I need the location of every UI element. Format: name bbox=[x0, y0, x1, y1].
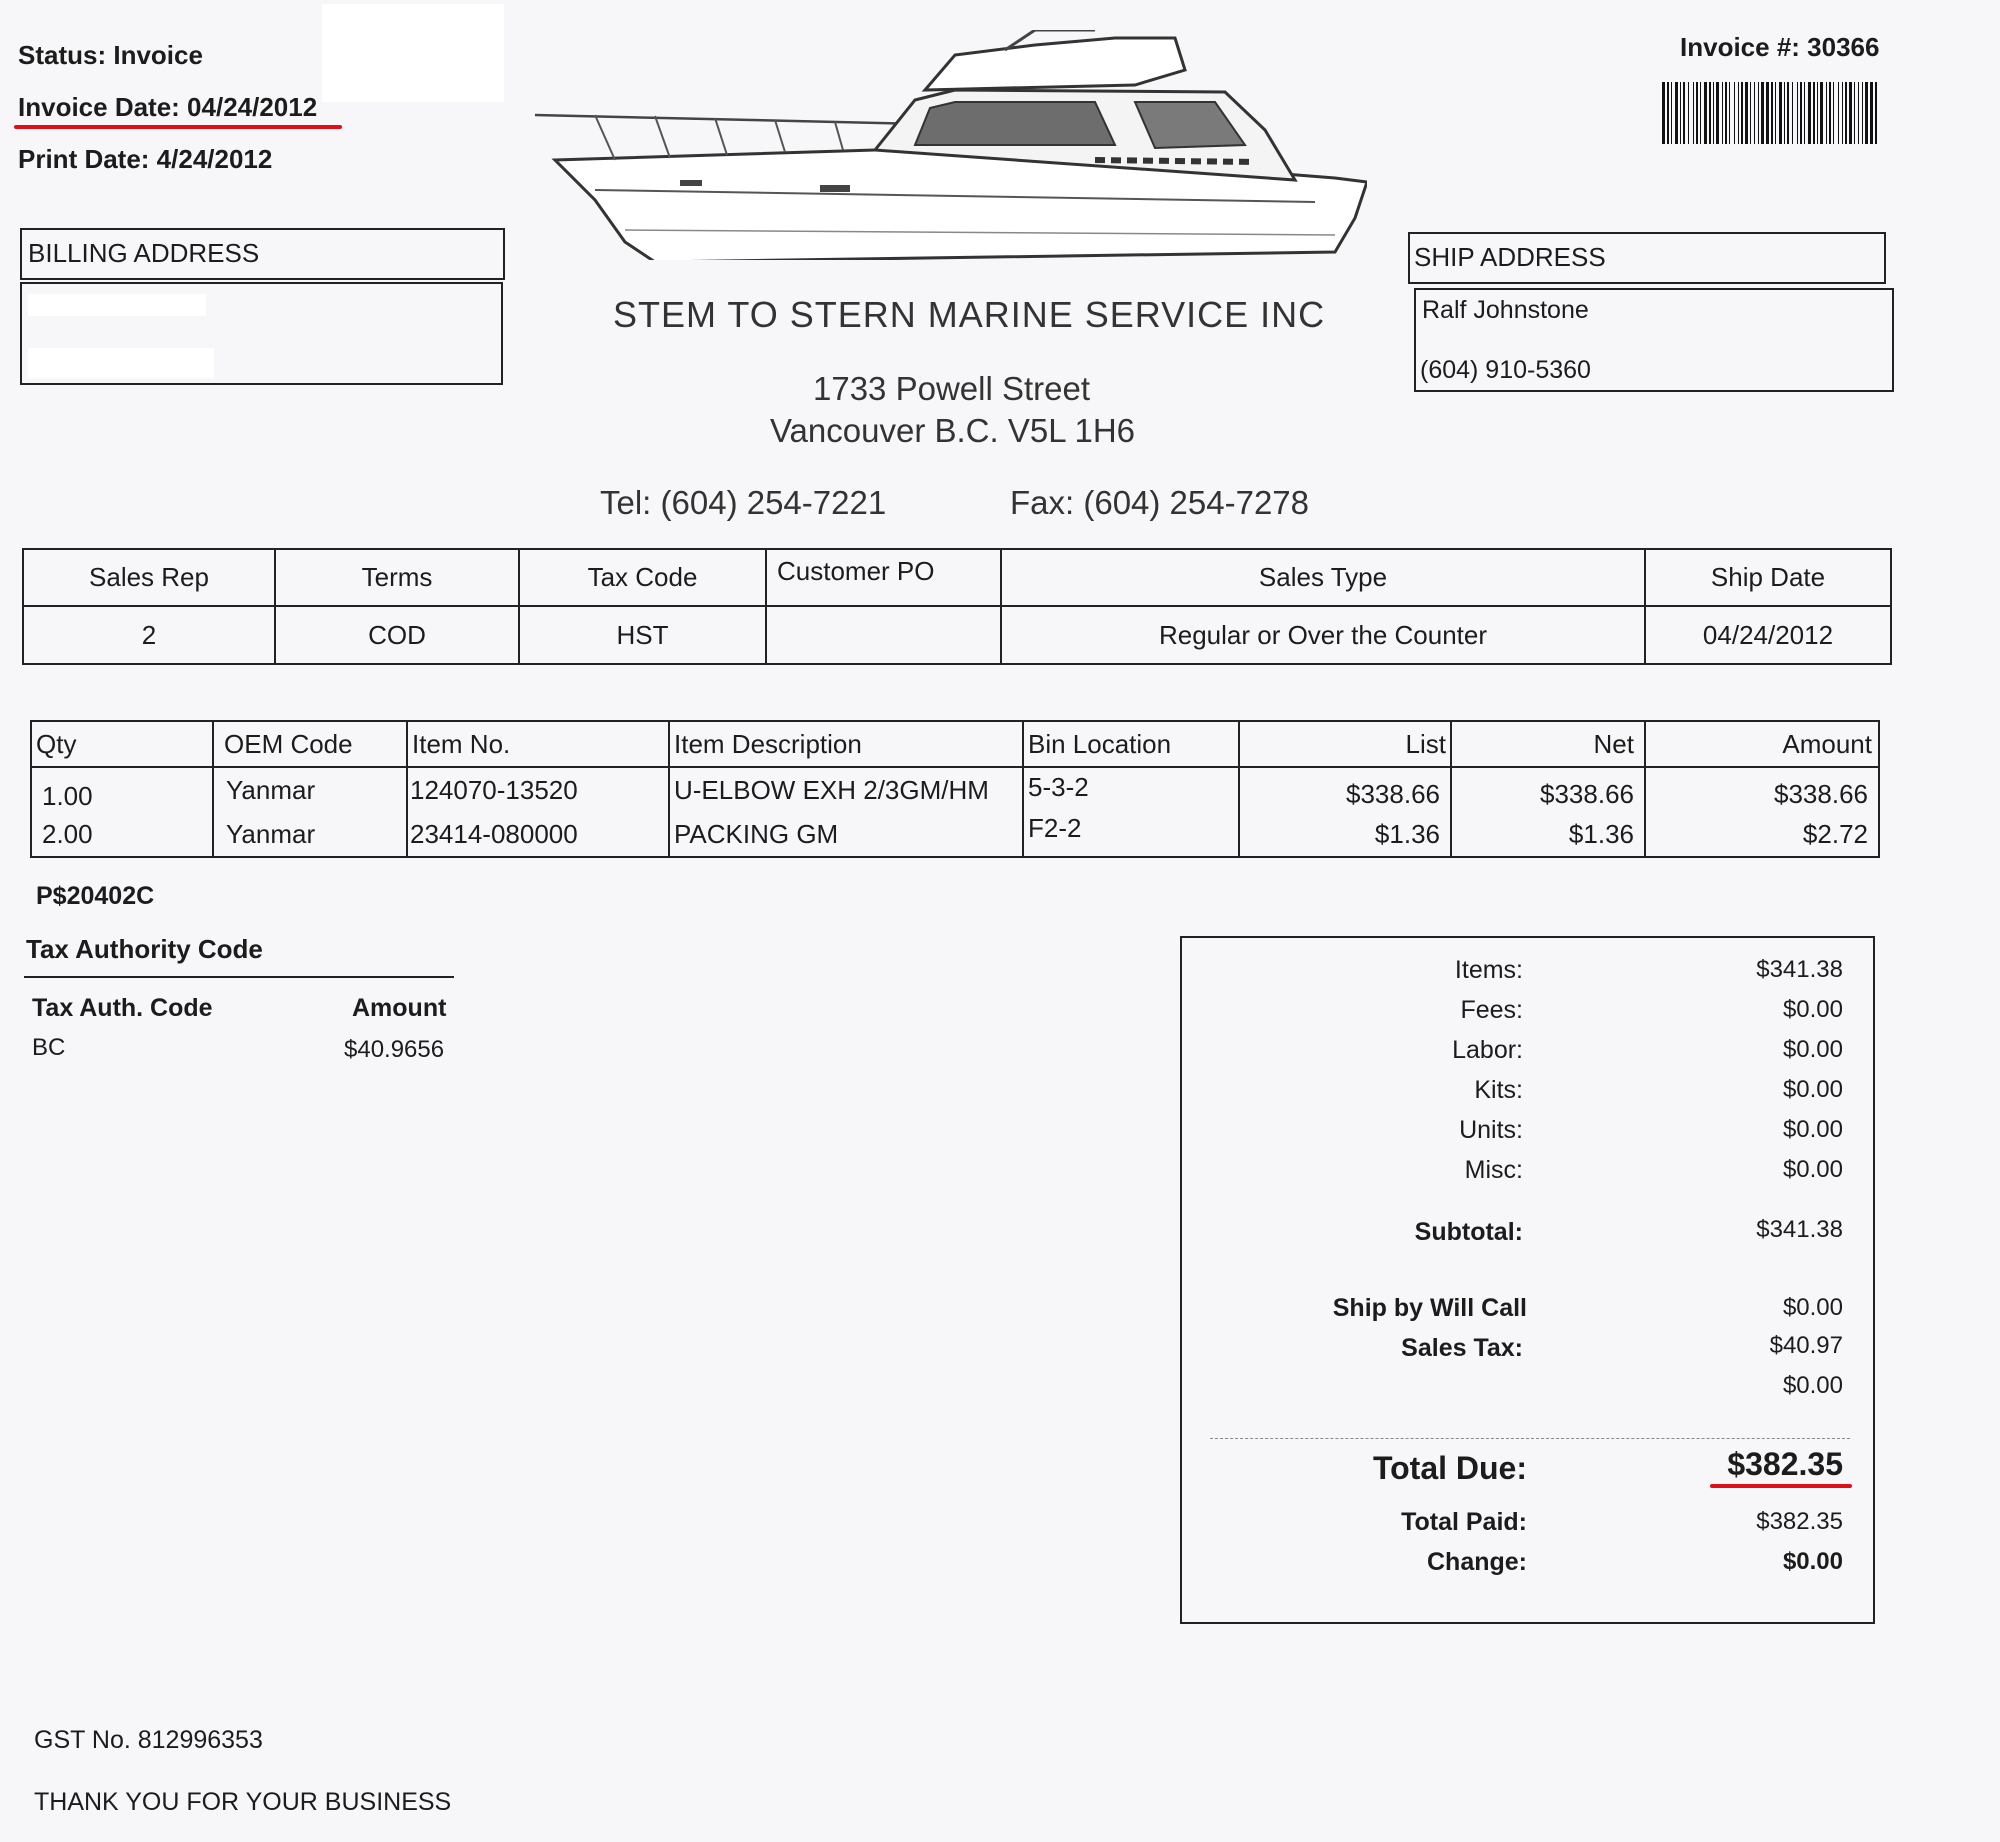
value-customer-po bbox=[766, 606, 1001, 664]
header-net: Net bbox=[1451, 721, 1645, 767]
header-oem-code: OEM Code bbox=[213, 721, 407, 767]
row1-bin: 5-3-2 bbox=[1023, 767, 1239, 813]
row2-qty: 2.00 bbox=[31, 813, 213, 857]
row1-item-no: 124070-13520 bbox=[407, 767, 669, 813]
sales-tax-value: $40.97 bbox=[1769, 1332, 1843, 1359]
header-sales-type: Sales Type bbox=[1001, 549, 1645, 606]
boat-logo bbox=[535, 30, 1367, 260]
fees-value: $0.00 bbox=[1782, 996, 1843, 1023]
header-sales-rep: Sales Rep bbox=[23, 549, 275, 606]
table-row bbox=[31, 813, 1879, 857]
barcode bbox=[1662, 82, 1878, 144]
extra-value: $0.00 bbox=[1782, 1372, 1843, 1399]
subtotal-label: Subtotal: bbox=[1414, 1218, 1523, 1246]
change-value: $0.00 bbox=[1782, 1548, 1843, 1575]
row2-net: $1.36 bbox=[1451, 813, 1645, 857]
tax-auth-code: BC bbox=[32, 1034, 66, 1061]
subtotal-value: $341.38 bbox=[1756, 1216, 1843, 1243]
tax-authority-divider bbox=[24, 976, 454, 978]
total-due-underline bbox=[1710, 1484, 1852, 1488]
row2-description: PACKING GM bbox=[669, 813, 1023, 857]
order-info-table bbox=[22, 548, 1892, 665]
row2-list: $1.36 bbox=[1239, 813, 1451, 857]
ship-method-label: Ship by Will Call bbox=[1332, 1294, 1527, 1322]
billing-address-title-box bbox=[20, 228, 505, 280]
redacted-billing-line-1 bbox=[28, 294, 206, 316]
kits-value: $0.00 bbox=[1782, 1076, 1843, 1103]
change-label: Change: bbox=[1427, 1548, 1527, 1576]
row1-oem: Yanmar bbox=[213, 767, 407, 813]
company-street: 1733 Powell Street bbox=[813, 370, 1091, 407]
company-city: Vancouver B.C. V5L 1H6 bbox=[770, 412, 1136, 449]
items-label: Items: bbox=[1454, 956, 1523, 984]
header-customer-po: Customer PO bbox=[766, 549, 1001, 606]
row2-oem: Yanmar bbox=[213, 813, 407, 857]
ship-phone: (604) 910-5360 bbox=[1420, 356, 1591, 384]
units-value: $0.00 bbox=[1782, 1116, 1843, 1143]
row1-amount: $338.66 bbox=[1645, 767, 1879, 813]
gst-number: GST No. 812996353 bbox=[34, 1726, 263, 1754]
reference-code: P$20402C bbox=[36, 882, 155, 910]
ship-address-box bbox=[1414, 288, 1894, 392]
billing-address-title: BILLING ADDRESS bbox=[28, 238, 260, 268]
header-item-description: Item Description bbox=[669, 721, 1023, 767]
invoice-number: Invoice #: 30366 bbox=[1680, 32, 1880, 62]
total-paid-label: Total Paid: bbox=[1401, 1508, 1527, 1536]
status-label: Status: Invoice bbox=[18, 40, 203, 70]
company-name: STEM TO STERN MARINE SERVICE INC bbox=[613, 294, 1326, 335]
kits-label: Kits: bbox=[1474, 1076, 1523, 1104]
misc-value: $0.00 bbox=[1782, 1156, 1843, 1183]
header-item-no: Item No. bbox=[407, 721, 669, 767]
header-list: List bbox=[1239, 721, 1451, 767]
row2-amount: $2.72 bbox=[1645, 813, 1879, 857]
table-row bbox=[31, 767, 1879, 813]
ship-method-value: $0.00 bbox=[1782, 1294, 1843, 1321]
header-ship-date: Ship Date bbox=[1645, 549, 1891, 606]
ship-name: Ralf Johnstone bbox=[1422, 296, 1589, 324]
totals-divider bbox=[1210, 1438, 1850, 1440]
items-table bbox=[30, 720, 1880, 858]
labor-label: Labor: bbox=[1452, 1036, 1523, 1064]
tax-authority-title: Tax Authority Code bbox=[26, 934, 263, 964]
tax-auth-amount: $40.9656 bbox=[344, 1036, 445, 1063]
billing-address-box bbox=[20, 282, 503, 385]
row2-bin: F2-2 bbox=[1023, 813, 1239, 857]
fees-label: Fees: bbox=[1460, 996, 1523, 1024]
value-tax-code: HST bbox=[519, 606, 766, 664]
row1-description: U-ELBOW EXH 2/3GM/HM bbox=[669, 767, 1023, 813]
tax-amount-header: Amount bbox=[352, 994, 447, 1022]
row1-list: $338.66 bbox=[1239, 767, 1451, 813]
invoice-date-underline bbox=[14, 125, 342, 129]
header-qty: Qty bbox=[31, 721, 213, 767]
thank-you-message: THANK YOU FOR YOUR BUSINESS bbox=[34, 1788, 452, 1816]
ship-address-title: SHIP ADDRESS bbox=[1414, 242, 1606, 272]
value-sales-type: Regular or Over the Counter bbox=[1001, 606, 1645, 664]
row1-net: $338.66 bbox=[1451, 767, 1645, 813]
redacted-area bbox=[322, 4, 504, 102]
units-label: Units: bbox=[1459, 1116, 1523, 1144]
total-due-label: Total Due: bbox=[1372, 1450, 1527, 1486]
company-fax: Fax: (604) 254-7278 bbox=[1010, 484, 1310, 521]
redacted-billing-line-2 bbox=[28, 348, 214, 378]
ship-address-title-box bbox=[1408, 232, 1886, 284]
total-due-value: $382.35 bbox=[1727, 1446, 1843, 1482]
value-ship-date: 04/24/2012 bbox=[1645, 606, 1891, 664]
total-paid-value: $382.35 bbox=[1756, 1508, 1843, 1535]
misc-label: Misc: bbox=[1464, 1156, 1523, 1184]
header-tax-code: Tax Code bbox=[519, 549, 766, 606]
company-tel: Tel: (604) 254-7221 bbox=[600, 484, 887, 521]
print-date: Print Date: 4/24/2012 bbox=[18, 144, 273, 174]
totals-box bbox=[1180, 936, 1875, 1624]
invoice-date: Invoice Date: 04/24/2012 bbox=[18, 92, 318, 122]
items-value: $341.38 bbox=[1756, 956, 1843, 983]
tax-auth-code-header: Tax Auth. Code bbox=[32, 994, 213, 1022]
header-terms: Terms bbox=[275, 549, 519, 606]
labor-value: $0.00 bbox=[1782, 1036, 1843, 1063]
row2-item-no: 23414-080000 bbox=[407, 813, 669, 857]
header-bin-location: Bin Location bbox=[1023, 721, 1239, 767]
value-terms: COD bbox=[275, 606, 519, 664]
sales-tax-label: Sales Tax: bbox=[1401, 1334, 1523, 1362]
row1-qty: 1.00 bbox=[31, 767, 213, 813]
header-amount: Amount bbox=[1645, 721, 1879, 767]
value-sales-rep: 2 bbox=[23, 606, 275, 664]
